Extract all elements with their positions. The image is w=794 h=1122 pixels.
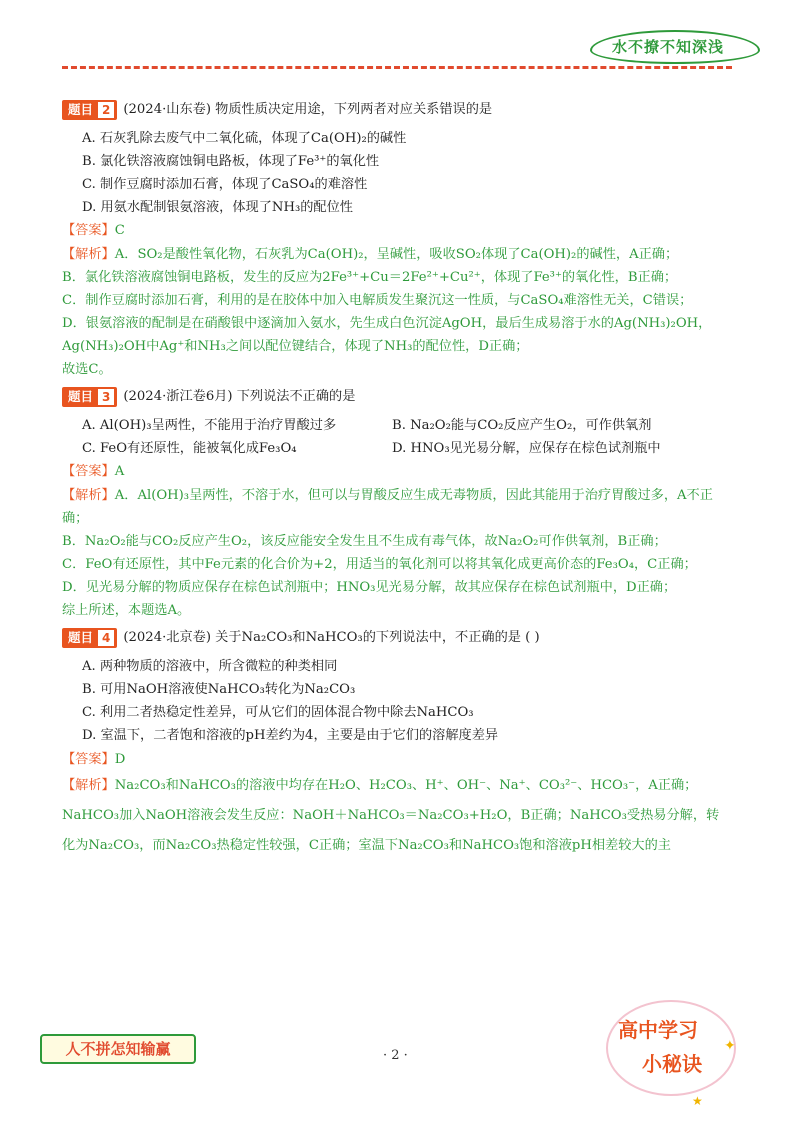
option: D. 室温下，二者饱和溶液的pH差约为4，主要是由于它们的溶解度差异 (82, 728, 499, 744)
option: D. 用氨水配制银氨溶液，体现了NH₃的配位性 (82, 200, 353, 216)
answer: 【答案】C (62, 223, 125, 239)
question-3-header (62, 385, 734, 408)
header-motto: 水不撩不知深浅 (612, 38, 725, 56)
explanation: 【解析】A．Al(OH)₃呈两性，不溶于水，但可以与胃酸反应生成无毒物质，因此其能用于治疗胃酸过多，A不正确； B．Na₂O₂能与CO₂反应产生O₂，该反应能安全发生且不生成有毒气体，故Na₂O₂可作供氧剂，B正确； C．FeO有还原性，其中Fe元素的化合价为+2，用适当的氧化剂可以将其氧化成更高价态的Fe₃O₄，C正确； D．见光易分解的物质应保存在棕色试剂瓶中；HNO₃见光易分解，故其应保存在棕色试剂瓶中，D正确； 综上所述，本题选A。 (62, 487, 713, 618)
option: A. 两种物质的溶液中，所含微粒的种类相同 (82, 659, 338, 675)
badge-line-2: 小秘诀 (642, 1052, 702, 1076)
study-tips-badge (606, 1000, 740, 1108)
answer: 【答案】A (62, 464, 125, 480)
option: C. 利用二者热稳定性差异，可从它们的固体混合物中除去NaHCO₃ (82, 705, 474, 721)
question-stem: (2024·浙江卷6月) 下列说法不正确的是 (123, 389, 356, 405)
option: C. FeO有还原性，能被氧化成Fe₃O₄ (82, 441, 297, 457)
question-2-header (62, 98, 734, 121)
question-tag: 题目 2 (62, 100, 117, 120)
option: A. 石灰乳除去废气中二氧化硫，体现了Ca(OH)₂的碱性 (82, 131, 407, 147)
question-stem: (2024·北京卷) 关于Na₂CO₃和NaHCO₃的下列说法中，不正确的是 ( ) (123, 630, 540, 646)
option: B. 氯化铁溶液腐蚀铜电路板，体现了Fe³⁺的氧化性 (82, 154, 380, 170)
option-row (62, 437, 734, 460)
option: B. Na₂O₂能与CO₂反应产生O₂，可作供氧剂 (392, 418, 652, 434)
option: A. Al(OH)₃呈两性，不能用于治疗胃酸过多 (82, 418, 337, 434)
question-number: 4 (97, 629, 115, 647)
badge-line-1: 高中学习 (618, 1018, 698, 1042)
question-stem: (2024·山东卷) 物质性质决定用途，下列两者对应关系错误的是 (123, 102, 493, 117)
question-number: 3 (97, 388, 115, 406)
star-icon: ★ (692, 1094, 703, 1108)
header-divider (62, 66, 732, 69)
option: B. 可用NaOH溶液使NaHCO₃转化为Na₂CO₃ (82, 682, 356, 698)
content (62, 94, 734, 862)
explanation: 【解析】Na₂CO₃和NaHCO₃的溶液中均存在H₂O、H₂CO₃、H⁺、OH⁻、Na⁺、CO₃²⁻、HCO₃⁻，A正确； NaHCO₃加入NaOH溶液会发生反应：NaOH＋NaHCO₃＝Na₂CO₃+H₂O，B正确；NaHCO₃受热易分解，转 化为Na₂CO₃，而Na₂CO₃热稳定性较强，C正确；室温下Na₂CO₃和NaHCO₃饱和溶液pH相差较大的主 (62, 777, 720, 854)
option-row (62, 414, 734, 437)
option: D. HNO₃见光易分解，应保存在棕色试剂瓶中 (392, 441, 661, 457)
sparkle-icon: ✦ (724, 1038, 736, 1054)
explanation: 【解析】A．SO₂是酸性氧化物，石灰乳为Ca(OH)₂，呈碱性，吸收SO₂体现了Ca(OH)₂的碱性，A正确； B．氯化铁溶液腐蚀铜电路板，发生的反应为2Fe³⁺+Cu＝2Fe²⁺+Cu²⁺，体现了Fe³⁺的氧化性，B正确； C．制作豆腐时添加石膏，利用的是在胶体中加入电解质发生聚沉这一性质，与CaSO₄难溶性无关，C错误； D．银氨溶液的配制是在硝酸银中逐滴加入氨水，先生成白色沉淀AgOH，最后生成易溶于水的Ag(NH₃)₂OH，Ag(NH₃)₂OH中Ag⁺和NH₃之间以配位键结合，体现了NH₃的配位性，D正确； 故选C。 (62, 246, 712, 378)
question-tag: 题目 4 (62, 628, 117, 648)
question-number: 2 (97, 101, 115, 119)
page-number: · 2 · (383, 1048, 408, 1063)
footer-motto: 人不拼怎知输赢 (40, 1034, 196, 1064)
answer: 【答案】D (62, 751, 126, 767)
question-tag: 题目 3 (62, 387, 117, 407)
question-4-header (62, 626, 734, 649)
option: C. 制作豆腐时添加石膏，体现了CaSO₄的难溶性 (82, 177, 368, 193)
